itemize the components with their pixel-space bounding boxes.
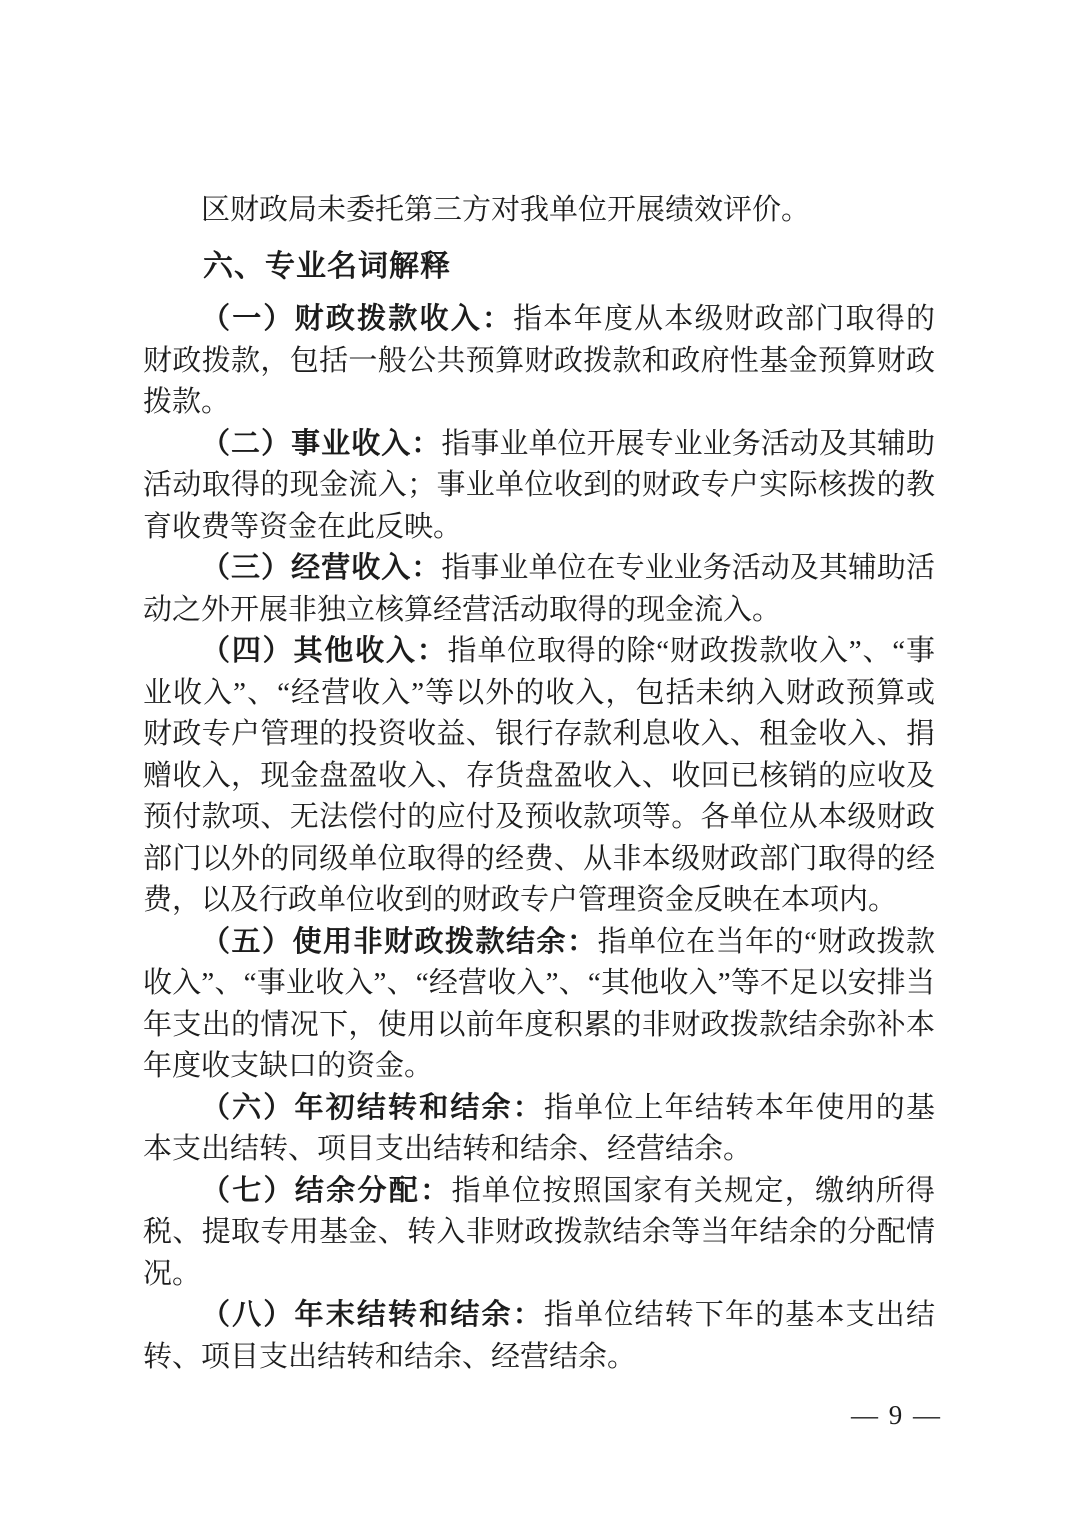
paragraph-intro: 区财政局未委托第三方对我单位开展绩效评价。: [201, 194, 811, 226]
term-paragraph-8: [143, 1295, 935, 1378]
term-definition-3: 指事业单位在专业业务活动及其辅助活动之外开展非独立核算经营活动取得的现金流入。: [143, 552, 935, 626]
term-paragraph-6: [143, 1088, 935, 1171]
term-paragraph-4: [143, 631, 935, 922]
term-label-7: （七）结余分配：: [201, 1174, 452, 1207]
term-paragraph-1: [143, 299, 935, 424]
term-label-6: （六）年初结转和结余：: [201, 1091, 544, 1124]
term-paragraph-3: [143, 548, 935, 631]
term-label-3: （三）经营收入：: [201, 552, 442, 584]
page-number: — 9 —: [851, 1400, 942, 1430]
term-label-4: （四）其他收入：: [201, 635, 448, 667]
term-definition-8: 指单位结转下年的基本支出结转、项目支出结转和结余、经营结余。: [143, 1299, 935, 1373]
term-definition-2: 指事业单位开展专业业务活动及其辅助活动取得的现金流入；事业单位收到的财政专户实际核拨的教育收费等资金在此反映。: [143, 427, 935, 543]
term-definition-7: 指单位按照国家有关规定，缴纳所得税、提取专用基金、转入非财政拨款结余等当年结余的分配情况。: [143, 1174, 935, 1290]
term-label-8: （八）年末结转和结余：: [201, 1299, 544, 1331]
term-paragraph-5: [143, 922, 935, 1088]
term-label-1: （一）财政拨款收入：: [201, 303, 514, 335]
term-definition-6: 指单位上年结转本年使用的基本支出结转、项目支出结转和结余、经营结余。: [143, 1091, 935, 1165]
term-paragraph-2: [143, 424, 935, 549]
term-definition-5: 指单位在当年的“财政拨款收入”、“事业收入”、“经营收入”、“其他收入”等不足以安排当年支出的情况下，使用以前年度积累的非财政拨款结余弥补本年度收支缺口的资金。: [143, 925, 935, 1082]
term-definition-4: 指单位取得的除“财政拨款收入”、“事业收入”、“经营收入”等以外的收入，包括未纳入财政预算或财政专户管理的投资收益、银行存款利息收入、租金收入、捐赠收入，现金盘盈收入、存货盘盈收入、收回已核销的应收及预付款项、无法偿付的应付及预收款项等。各单位从本级财政部门以外的同级单位取得的经费、从非本级财政部门取得的经费，以及行政单位收到的财政专户管理资金反映在本项内。: [143, 635, 935, 916]
term-label-5: （五）使用非财政拨款结余：: [201, 925, 598, 958]
term-definition-1: 指本年度从本级财政部门取得的财政拨款，包括一般公共预算财政拨款和政府性基金预算财政拨款。: [143, 303, 935, 418]
document-body: [143, 190, 935, 1378]
term-label-2: （二）事业收入：: [201, 427, 442, 460]
section-heading: 六、专业名词解释: [203, 249, 451, 283]
term-paragraph-7: [143, 1171, 935, 1296]
